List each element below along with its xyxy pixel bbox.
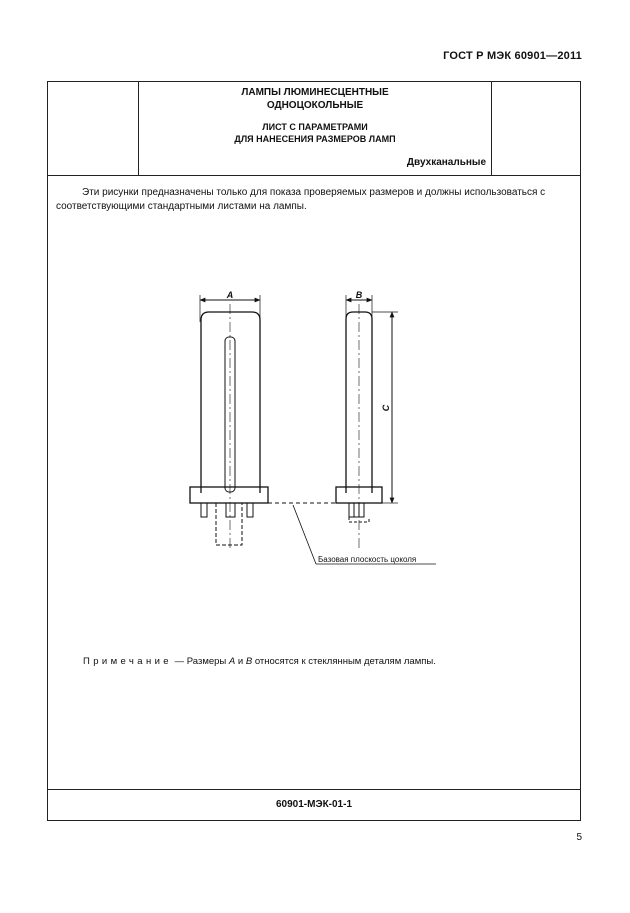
note-dash: —	[174, 656, 185, 667]
note-text-after: относятся к стеклянным деталям лампы.	[254, 656, 436, 667]
dimension-label-b: B	[355, 290, 363, 300]
sheet-subtitle-line-2: ДЛЯ НАНЕСЕНИЯ РАЗМЕРОВ ЛАМП	[234, 134, 396, 144]
data-sheet-frame	[47, 81, 581, 821]
side-view-lamp	[336, 295, 398, 548]
base-plane-label: Базовая плоскость цоколя	[318, 555, 417, 564]
note-dim-b: B	[245, 656, 253, 667]
lamp-type-label: Двухканальные	[406, 157, 486, 168]
front-view-lamp	[190, 295, 268, 548]
dimension-label-c: C	[381, 404, 391, 412]
note-prefix: Примечание	[83, 656, 172, 667]
intro-paragraph: Эти рисунки предназначены только для показа проверяемых размеров и должны использоваться с соответствующими стандартными листами на лампы.	[56, 187, 546, 212]
note-dim-a: A	[228, 656, 236, 667]
lamp-dimension-drawing	[48, 82, 580, 682]
note-and: и	[237, 656, 244, 667]
page-number: 5	[576, 832, 582, 843]
sheet-code: 60901-МЭК-01-1	[275, 799, 353, 810]
note-paragraph	[83, 656, 436, 667]
sheet-footer	[48, 789, 580, 820]
standard-code: ГОСТ Р МЭК 60901—2011	[443, 50, 582, 62]
sheet-title-line-2: ОДНОЦОКОЛЬНЫЕ	[266, 100, 364, 111]
sheet-subtitle-line-1: ЛИСТ С ПАРАМЕТРАМИ	[262, 122, 368, 132]
dimension-label-a: A	[226, 290, 234, 300]
sheet-title-line-1: ЛАМПЫ ЛЮМИНЕСЦЕНТНЫЕ	[241, 87, 389, 98]
note-text-before: Размеры	[186, 656, 227, 667]
